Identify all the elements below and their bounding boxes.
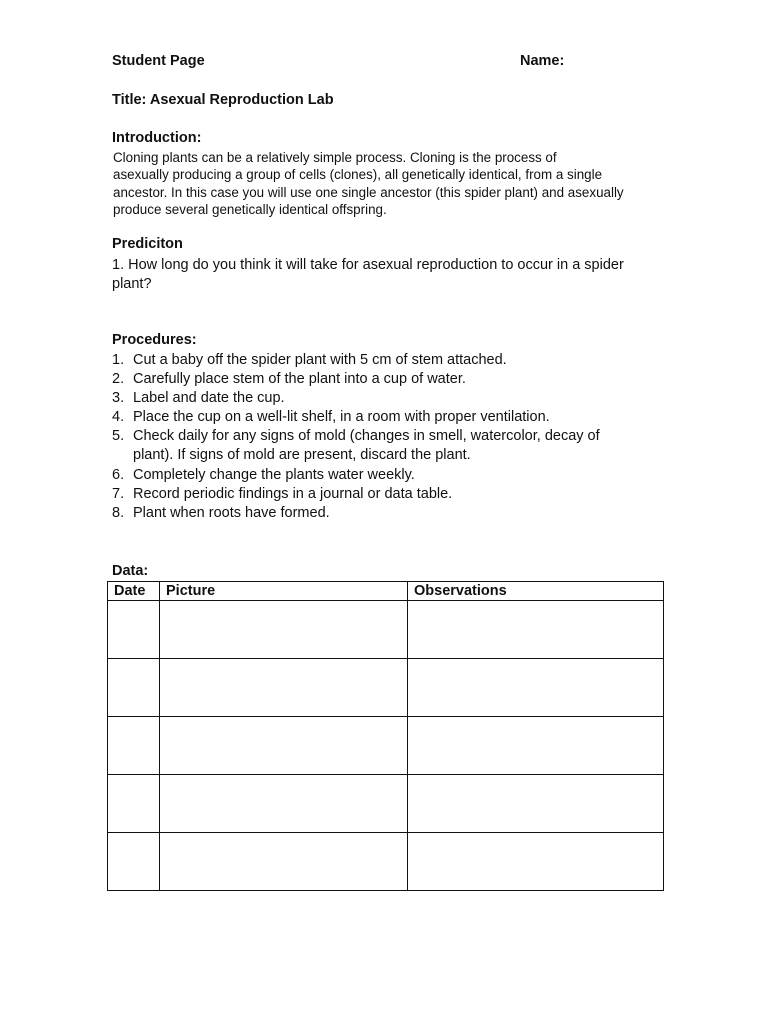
picture-cell[interactable] <box>160 601 408 659</box>
introduction-line: Cloning plants can be a relatively simple process. Cloning is the process of <box>113 150 557 165</box>
procedure-step <box>112 504 600 523</box>
prediction-heading: Prediciton <box>112 236 183 252</box>
data-table <box>107 581 664 891</box>
step-text: Check daily for any signs of mold (changes in smell, watercolor, decay of <box>133 428 600 445</box>
column-header-picture: Picture <box>160 582 408 601</box>
table-header-row <box>108 582 664 601</box>
step-text: Place the cup on a well-lit shelf, in a room with proper ventilation. <box>133 409 550 426</box>
step-number: 7. <box>112 485 125 502</box>
introduction-line: ancestor. In this case you will use one single ancestor (this spider plant) and asexually <box>113 184 624 200</box>
observations-cell[interactable] <box>408 833 664 891</box>
data-heading: Data: <box>112 563 149 579</box>
step-text: Carefully place stem of the plant into a cup of water. <box>133 371 466 388</box>
observations-cell[interactable] <box>408 659 664 717</box>
introduction-line: produce several genetically identical offspring. <box>113 201 387 217</box>
step-text: Plant when roots have formed. <box>133 504 330 521</box>
step-number: 3. <box>112 390 125 407</box>
table-row <box>108 601 664 659</box>
table-row <box>108 775 664 833</box>
procedure-step <box>112 408 600 427</box>
step-number: 8. <box>112 504 125 521</box>
date-cell[interactable] <box>108 833 160 891</box>
picture-cell[interactable] <box>160 717 408 775</box>
date-cell[interactable] <box>108 775 160 833</box>
picture-cell[interactable] <box>160 775 408 833</box>
student-page-label: Student Page <box>112 53 205 69</box>
procedure-step <box>112 370 600 389</box>
procedure-step <box>112 427 600 465</box>
step-text: Cut a baby off the spider plant with 5 cm of stem attached. <box>133 352 507 368</box>
step-number: 5. <box>112 428 125 445</box>
table-row <box>108 717 664 775</box>
name-label: Name: <box>520 53 565 69</box>
prediction-question-line: plant? <box>112 276 152 292</box>
introduction-line: asexually producing a group of cells (clones), all genetically identical, from a single <box>113 167 603 183</box>
observations-cell[interactable] <box>408 775 664 833</box>
step-number: 6. <box>112 466 125 483</box>
procedure-step <box>112 485 600 504</box>
page-title: Title: Asexual Reproduction Lab <box>112 92 334 108</box>
date-cell[interactable] <box>108 601 160 659</box>
introduction-heading: Introduction: <box>112 130 202 146</box>
step-text: Completely change the plants water weekly. <box>133 466 415 483</box>
observations-cell[interactable] <box>408 717 664 775</box>
observations-cell[interactable] <box>408 601 664 659</box>
procedure-step <box>112 351 600 370</box>
picture-cell[interactable] <box>160 659 408 717</box>
column-header-observations: Observations <box>408 582 664 601</box>
date-cell[interactable] <box>108 659 160 717</box>
procedure-step <box>112 466 600 485</box>
date-cell[interactable] <box>108 717 160 775</box>
introduction-body <box>113 149 673 218</box>
step-number: 1. <box>112 352 125 368</box>
prediction-question-line: 1. How long do you think it will take for asexual reproduction to occur in a spider <box>112 257 624 273</box>
step-text: Record periodic findings in a journal or data table. <box>133 485 453 502</box>
step-number: 2. <box>112 371 125 388</box>
column-header-date: Date <box>108 582 160 601</box>
step-text: Label and date the cup. <box>133 390 285 407</box>
step-text-continued: plant). If signs of mold are present, discard the plant. <box>133 447 471 464</box>
picture-cell[interactable] <box>160 833 408 891</box>
table-row <box>108 833 664 891</box>
step-number: 4. <box>112 409 125 426</box>
procedures-heading: Procedures: <box>112 332 197 348</box>
prediction-question <box>112 256 624 294</box>
table-row <box>108 659 664 717</box>
procedures-list <box>112 351 600 523</box>
procedure-step <box>112 389 600 408</box>
